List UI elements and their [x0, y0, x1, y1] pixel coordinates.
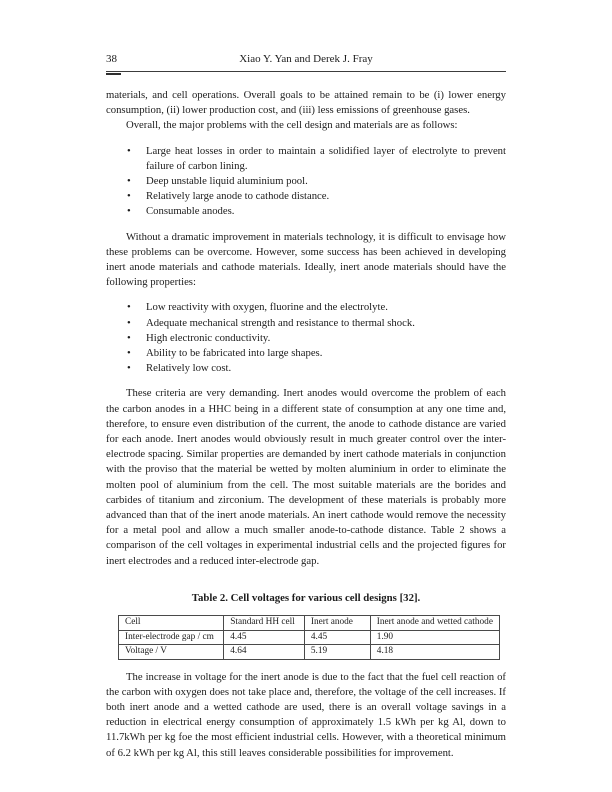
paragraph-criteria-discussion: These criteria are very demanding. Inert anodes would overcome the problem of each the carbon anodes in a HHC being in a different state of consumption at any one time and, therefore, to ensure even distribution of the current, the anode to cathode distance are varied for each anode. Inert anodes would obviously result in much greater control over the inter-electrode spacing. Similar properties are demanded by inert cathode materials in conjunction with the proviso that the material be wetted by molten aluminium in order to eliminate the molten pool of aluminium from the cell. The most suitable materials are the borides and carbides of titanium and zirconium. The development of these materials is probably more advanced than that of the inert anode materials. An inert cathode would remove the necessity for a metal pool and allow a much smaller anode-to-cathode distance. Table 2 shows a comparison of the cell voltages in experimental industrial cells and the projected figures for inert electrodes and a reduced inter-electrode gap.	[106, 387, 506, 567]
paragraph-continuation: materials, and cell operations. Overall goals to be attained remain to be (i) lower energy consumption, (ii) lower production cost, and (iii) less emissions of greenhouse gases.	[106, 89, 506, 117]
table-header-cell: Cell	[119, 616, 224, 631]
bullet-icon: •	[127, 144, 131, 157]
list-item	[106, 331, 506, 346]
list-item	[106, 300, 506, 315]
paragraph-inert-anode-intro: Without a dramatic improvement in materials technology, it is difficult to envisage how these problems can be overcome. However, some success has been achieved in developing inert anode materials and cathode materials. Ideally, inert anode materials should have the following properties:	[106, 230, 506, 289]
list-item	[106, 316, 506, 331]
bullet-icon: •	[127, 347, 131, 360]
list-item-text: Relatively large anode to cathode distance.	[146, 190, 330, 203]
list-item-text: High electronic conductivity.	[146, 331, 271, 344]
paragraph-voltage-discussion: The increase in voltage for the inert anode is due to the fact that the fuel cell reaction of the carbon with oxygen does not take place and, therefore, the voltage of the cell increases. If both inert anode and a wetted cathode are used, there is an overall voltage savings in a reduction in electrical energy consumption of approximately 1.5 kWh per kg Al, down to 11.7kWh per kg foe the most efficient industrial cells. However, with a theoretical minimum of 6.2 kWh per kg Al, this still leaves considerable possibilities for improvement.	[106, 670, 506, 759]
table-header-cell: Inert anode and wetted cathode	[370, 616, 499, 631]
list-item-text: Deep unstable liquid aluminium pool.	[146, 175, 308, 188]
list-item	[106, 174, 506, 189]
table-cell: 4.64	[224, 645, 305, 660]
table-row	[119, 645, 500, 660]
table-cell: 4.18	[370, 645, 499, 660]
list-item-text: Relatively low cost.	[146, 362, 232, 375]
bullet-icon: •	[127, 175, 131, 188]
cell-voltages-table	[118, 615, 500, 660]
header-rule	[106, 71, 506, 72]
list-item-text: Consumable anodes.	[146, 205, 235, 218]
bullet-list-problems	[106, 144, 506, 220]
page-header	[106, 53, 506, 68]
running-title: Xiao Y. Yan and Derek J. Fray	[239, 53, 373, 65]
list-item-text: Ability to be fabricated into large shapes.	[146, 347, 323, 360]
page-content-column	[106, 53, 506, 761]
table-cell: Inter-electrode gap / cm	[119, 630, 224, 645]
list-item	[106, 189, 506, 204]
page-number: 38	[106, 53, 117, 65]
bullet-list-properties	[106, 300, 506, 376]
bullet-icon: •	[127, 301, 131, 314]
list-item	[106, 346, 506, 361]
table-header-cell: Standard HH cell	[224, 616, 305, 631]
paragraph-problems-intro: Overall, the major problems with the cell design and materials are as follows:	[126, 119, 458, 132]
list-item-text: Adequate mechanical strength and resistance to thermal shock.	[146, 316, 415, 329]
table-header-row	[119, 616, 500, 631]
bullet-icon: •	[127, 316, 131, 329]
bullet-icon: •	[127, 362, 131, 375]
list-item-text: Large heat losses in order to maintain a solidified layer of electrolyte to prevent failure of carbon lining.	[146, 144, 506, 172]
list-item	[106, 144, 506, 174]
table-cell: Voltage / V	[119, 645, 224, 660]
table-cell: 1.90	[370, 630, 499, 645]
table-cell: 4.45	[224, 630, 305, 645]
list-item-text: Low reactivity with oxygen, fluorine and the electrolyte.	[146, 301, 388, 314]
table-header-cell: Inert anode	[304, 616, 370, 631]
table-row	[119, 630, 500, 645]
page-number-dash	[106, 73, 121, 75]
bullet-icon: •	[127, 205, 131, 218]
table-caption: Table 2. Cell voltages for various cell designs [32].	[191, 591, 421, 604]
list-item	[106, 361, 506, 376]
bullet-icon: •	[127, 331, 131, 344]
table-cell: 4.45	[304, 630, 370, 645]
bullet-icon: •	[127, 190, 131, 203]
body-text	[106, 88, 506, 761]
table-cell: 5.19	[304, 645, 370, 660]
list-item	[106, 204, 506, 219]
